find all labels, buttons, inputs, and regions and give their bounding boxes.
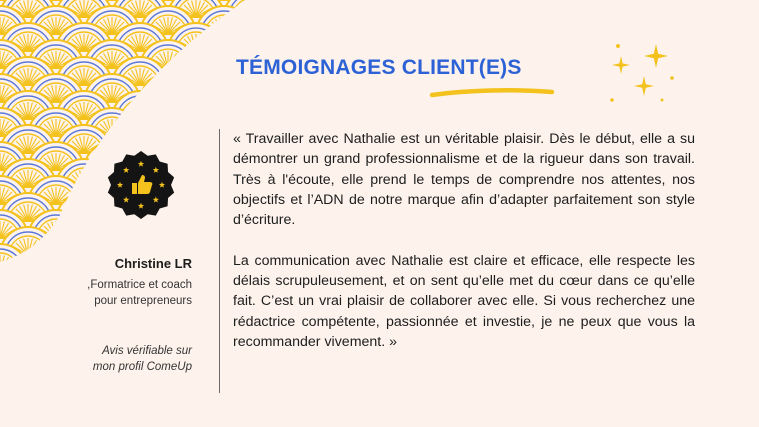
client-role: [87, 277, 192, 309]
verification-note: [93, 343, 192, 375]
fan-tile: [140, 108, 196, 136]
vertical-divider: [219, 129, 220, 393]
client-name: Christine LR: [114, 256, 192, 271]
fan-tile: [336, 91, 392, 119]
fan-tile: [336, 0, 392, 17]
fan-tile: [224, 23, 280, 51]
fan-tile: [56, 227, 112, 255]
fan-tile: [280, 91, 336, 119]
fan-tile: [280, 0, 336, 17]
fan-tile: [168, 159, 224, 187]
fan-tile: [0, 261, 56, 289]
fan-tile: [168, 193, 224, 221]
verification-line2: mon profil ComeUp: [92, 361, 192, 373]
testimonial-paragraph-1: « Travailler avec Nathalie est un véritable plaisir. Dès le début, elle a su démontrer un grand professionnalisme et de la rigueur dans son travail. Très à l'écoute, elle prend le temps de comprendre nos attentes, nos objectifs et l’ADN de notre marque afin d’adapter parfaitement son style d’écriture.: [233, 131, 695, 229]
fan-tile: [252, 6, 308, 34]
fan-tile: [168, 57, 224, 85]
fan-tile: [280, 23, 336, 51]
fan-tile: [112, 125, 168, 153]
fan-tile: [112, 227, 168, 255]
fan-tile: [308, 6, 364, 34]
verification-line1: Avis vérifiable sur: [102, 345, 192, 357]
sparkle-stars-icon: [604, 38, 684, 108]
fan-tile: [168, 227, 224, 255]
fan-tile: [336, 23, 392, 51]
client-role-line1: ,Formatrice et coach: [87, 279, 192, 291]
testimonial-text: [233, 129, 695, 352]
client-role-line2: pour entrepreneurs: [94, 295, 192, 307]
thumbs-up-star-badge-icon: [106, 150, 176, 220]
title-underline-stroke: [428, 86, 556, 100]
fan-tile: [168, 125, 224, 153]
fan-tile: [28, 244, 84, 272]
fan-tile: [224, 91, 280, 119]
page-title: TÉMOIGNAGES CLIENT(E)S: [236, 56, 522, 79]
fan-tile: [168, 91, 224, 119]
testimonial-paragraph-2: La communication avec Nathalie est claire et efficace, elle respecte les délais scrupuleusement, et on sent qu’elle met du cœur dans ce qu’elle fait. C’est un vrai plaisir de collaborer avec elle. Si vous recherchez une rédactrice compétente, passionnée et investie, je ne peux que vous la recommander vivement. »: [233, 252, 695, 350]
